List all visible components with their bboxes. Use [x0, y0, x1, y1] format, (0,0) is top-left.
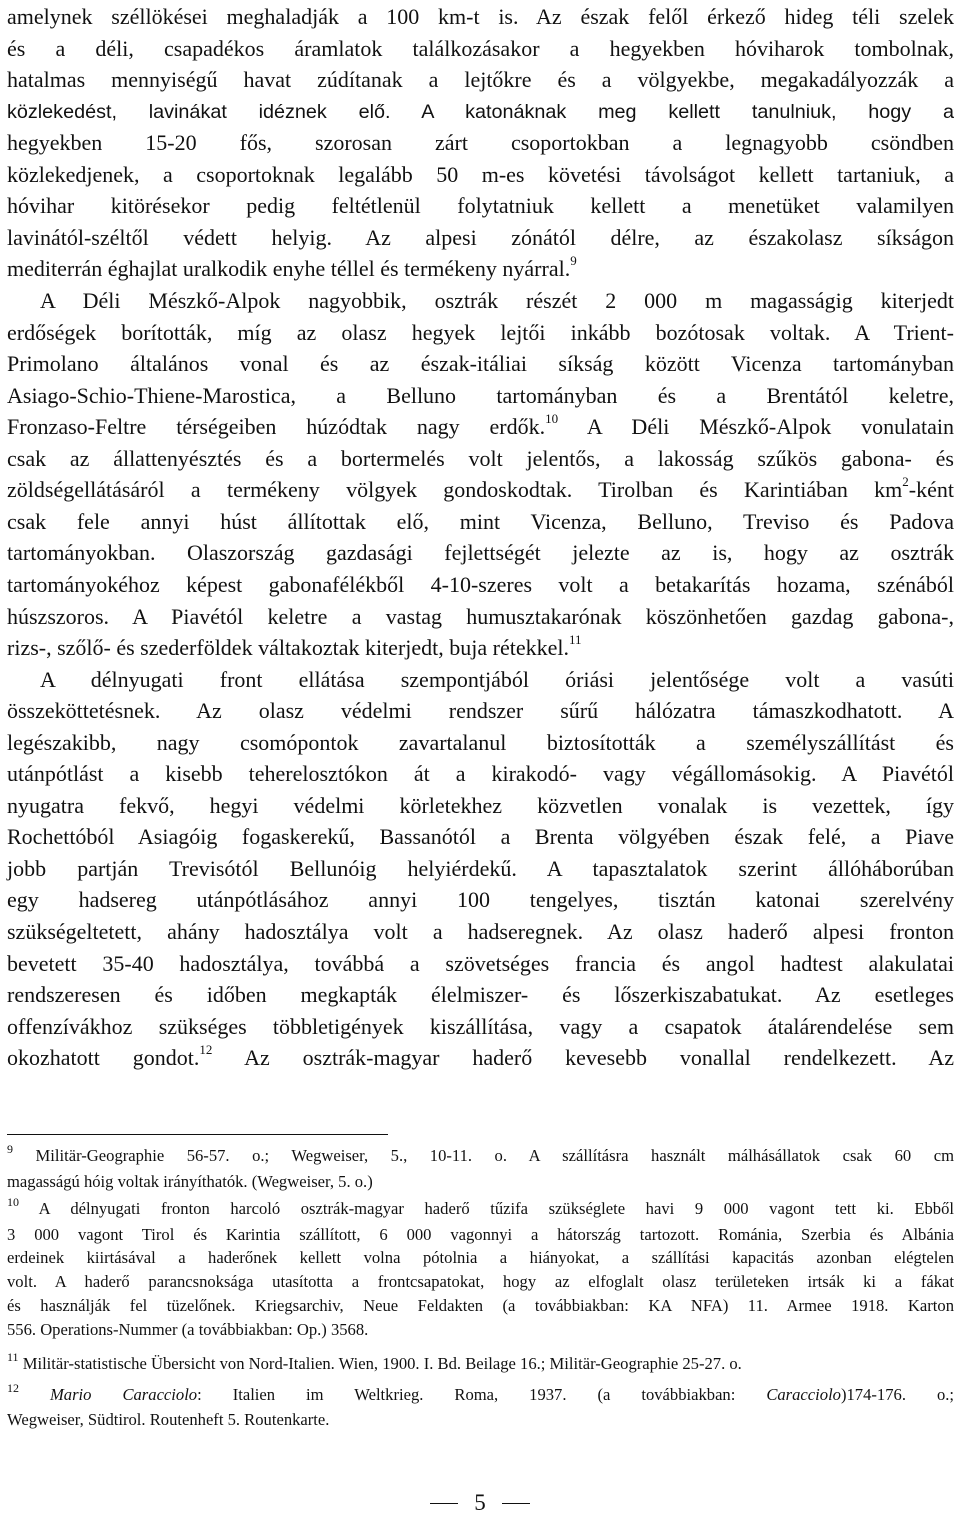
body-line-text: bevetett 35-40 hadosztálya, továbbá a szövetséges francia és angol hadtest alakulatai — [7, 950, 954, 976]
body-line-text: jobb partján Trevisótól Bellunóig helyiérdekű. A tapasztalatok szerint állóháborúban — [7, 855, 954, 881]
footnote-line — [7, 1271, 954, 1293]
body-line — [7, 884, 954, 916]
footnote-text: magasságú hóig voltak irányíthatók. (Wegweiser, 5. o.) — [7, 1172, 373, 1191]
body-line — [7, 506, 954, 538]
footnote-line — [7, 1319, 954, 1341]
footnote-line — [7, 1409, 954, 1431]
footnote-number: 11 — [7, 1350, 19, 1364]
footnote-number: 10 — [7, 1195, 19, 1209]
footnote-reference: 10 — [545, 411, 559, 427]
body-line — [7, 853, 954, 885]
footnote-number: 12 — [7, 1381, 19, 1395]
body-line-text: csak az állattenyésztés és a bortermelés volt jelentős, a lakosság szűkös gabona- és — [7, 445, 954, 471]
body-line — [7, 159, 954, 191]
body-line — [7, 474, 954, 506]
body-line — [7, 222, 954, 254]
footnote-author: Mario Caracciolo — [49, 1385, 198, 1404]
body-line — [7, 96, 954, 128]
body-line-text: hegyekben 15-20 fős, szorosan zárt csoportokban a legnagyobb csöndben — [7, 130, 954, 156]
body-line — [7, 64, 954, 96]
body-line-text: közlekedést, lavinákat idéznek elő. A katonáknak meg kellett tanulniuk, hogy a — [7, 100, 954, 123]
footnote-text — [19, 1385, 50, 1404]
body-line — [7, 695, 954, 727]
superscript: 2 — [902, 474, 909, 490]
body-line — [7, 285, 954, 317]
footnote-reference: 12 — [199, 1042, 213, 1058]
body-line — [7, 821, 954, 853]
footnote-line — [7, 1224, 954, 1246]
body-line — [7, 790, 954, 822]
footnote-text: 3 000 vagont Tirol és Karintia szállított, 6 000 vagonnyi a hátország tartozott. Románia, Szerbia és Albánia — [7, 1225, 954, 1244]
footnote-number: 9 — [7, 1142, 13, 1156]
footnote-line — [7, 1350, 954, 1375]
body-line-text: mediterrán éghajlat uralkodik enyhe téllel és termékeny nyárral. — [7, 256, 571, 282]
body-line-text: -ként — [908, 477, 954, 503]
footnote-line — [7, 1142, 954, 1167]
footnote-text: A délnyugati fronton harcoló osztrák-magyar haderő tűzifa szükséglete havi 9 000 vagont tett ki. Ebből — [19, 1199, 954, 1218]
body-line-text: tartományokban. Olaszország gazdasági fejlettségét jelezte az is, hogy az osztrák — [7, 540, 954, 566]
footnote-reference: 11 — [569, 632, 582, 647]
page-number — [0, 1489, 960, 1517]
body-line-text: hatalmas mennyiségű havat zúdítanak a lejtőkre és a völgyekbe, megakadályozzák a — [7, 67, 954, 93]
body-line-text: erdőségek borították, míg az olasz hegyek lejtői inkább bozótosak voltak. A Trient- — [7, 319, 954, 345]
body-line-text: tartományokéhoz képest gabonafélékből 4-10-szeres volt a betakarítás hozama, szénából — [7, 571, 954, 597]
body-line — [7, 1011, 954, 1043]
body-line — [7, 537, 954, 569]
body-line — [7, 411, 954, 443]
footnote-line — [7, 1171, 954, 1193]
footnote-text: )174-176. o.; — [840, 1385, 954, 1404]
body-line-text: Fronzaso-Feltre térségeiben húzódtak nagy erdők. — [7, 414, 546, 440]
body-line — [7, 348, 954, 380]
body-line — [7, 190, 954, 222]
body-line — [7, 758, 954, 790]
footnote-line — [7, 1247, 954, 1269]
body-line-text: legészakibb, nagy csomópontok zavartalanul biztosították a személyszállítást és — [7, 729, 954, 755]
body-line-text: közlekedjenek, a csoportoknak legalább 50 m-es követési távolságot kellett tartaniuk, a — [7, 161, 954, 187]
body-line — [7, 33, 954, 65]
body-line-text: amelynek széllökései meghaladják a 100 km-t is. Az észak felől érkező hideg téli szelek — [7, 4, 954, 29]
footnote-line — [7, 1295, 954, 1317]
body-line — [7, 948, 954, 980]
footnote-line — [7, 1381, 954, 1406]
body-line — [7, 979, 954, 1011]
body-line — [7, 916, 954, 948]
body-line-text: csak fele annyi húst állítottak elő, mint Vicenza, Belluno, Treviso és Padova — [7, 508, 954, 534]
body-line-text: hóvihar kitörésekor pedig feltétlenül folytatniuk kellett a menetüket valamilyen — [7, 193, 954, 219]
body-line-text: zöldségellátásáról a termékeny völgyek gondoskodtak. Tirolban és Karintiában km — [7, 477, 903, 503]
body-line — [7, 443, 954, 475]
body-line-text: A Déli Mészkő-Alpok vonulatain — [558, 414, 954, 440]
body-line-text: húszszoros. A Piavétól keletre a vastag humusztakarónak köszönhetően gazdag gabona-, — [7, 603, 954, 629]
body-line-text: utánpótlást a kisebb teherelosztókon át a kirakodó- vagy végállomásokig. A Piavétól — [7, 761, 954, 787]
footnote-line — [7, 1195, 954, 1220]
body-line — [7, 1042, 954, 1074]
body-line-text: A Déli Mészkő-Alpok nagyobbik, osztrák részét 2 000 m magasságig kiterjedt — [40, 287, 954, 313]
body-line — [7, 727, 954, 759]
body-line — [7, 317, 954, 349]
body-line — [7, 569, 954, 601]
body-line-text: szükségeltetett, ahány hadosztálya volt a hadseregnek. Az olasz haderő alpesi fronton — [7, 919, 954, 944]
footnote-text: : Italien im Weltkrieg. Roma, 1937. (a továbbiakban: — [197, 1385, 767, 1404]
footnote-reference: 9 — [570, 253, 577, 269]
footnote-text: Militär-Geographie 56-57. o.; Wegweiser, 5., 10-11. o. A szállításra használt málhásállatok csak 60 cm — [13, 1146, 954, 1165]
body-line-text: Rochettóból Asiagóig fogaskerekű, Bassanótól a Brenta völgyében észak felé, a Piave — [7, 824, 954, 850]
body-line-text: egy hadsereg utánpótlásához annyi 100 tengelyes, tisztán katonai szerelvény — [7, 887, 954, 913]
page-number-value: 5 — [474, 1490, 486, 1515]
body-line-text: lavinától-széltől védett helyig. Az alpesi zónától délre, az északolasz síkságon — [7, 224, 954, 250]
body-line-text: Asiago-Schio-Thiene-Marostica, a Belluno tartományban és a Brentától keletre, — [7, 382, 954, 408]
page-number-dash-left — [430, 1503, 458, 1504]
footnote-author: Caracciolo — [766, 1385, 841, 1404]
footnote-text: és használják fel tüzelőnek. Kriegsarchiv, Neue Feldakten (a továbbiakban: KA NFA) 11. Armee 1918. Karton — [7, 1296, 954, 1315]
body-line — [7, 253, 954, 285]
body-line-text: okozhatott gondot. — [7, 1045, 200, 1071]
footnote-text: 556. Operations-Nummer (a továbbiakban: Op.) 3568. — [7, 1320, 369, 1339]
body-line-text: rizs-, szőlő- és szederföldek váltakoztak kiterjedt, buja rétekkel. — [7, 635, 569, 660]
footnote-text: Wegweiser, Südtirol. Routenheft 5. Routenkarte. — [7, 1410, 330, 1429]
footnote-text: volt. A haderő parancsnoksága utasította a frontcsapatokat, hogy az elfoglalt olasz területeken irtsák ki a fákat — [7, 1272, 954, 1291]
body-line — [7, 601, 954, 633]
body-line-text: rendszeresen és időben megkapták élelmiszer- és lőszerkiszabatukat. Az esetleges — [7, 982, 954, 1008]
footnote-text: Militär-statistische Übersicht von Nord-Italien. Wien, 1900. I. Bd. Beilage 16.; Militär-Geographie 25-27. o. — [18, 1354, 742, 1373]
footnote-text: erdeinek kiirtásával a haderőnek kellett volna pótolnia a hiányokat, a szállítási kapacitás azonban elégtelen — [7, 1248, 954, 1267]
body-line-text: összeköttetésnek. Az olasz védelmi rendszer sűrű hálózatra támaszkodhatott. A — [7, 698, 954, 724]
body-line — [7, 664, 954, 696]
body-line-text: A délnyugati front ellátása szempontjából óriási jelentősége volt a vasúti — [40, 666, 954, 692]
footnote-separator — [7, 1134, 388, 1135]
body-line — [7, 632, 954, 664]
page-number-dash-right — [502, 1503, 530, 1504]
body-line — [7, 1, 954, 33]
body-line-text: nyugatra fekvő, hegyi védelmi körletekhez közvetlen vonalak is vezettek, így — [7, 792, 954, 818]
body-line — [7, 380, 954, 412]
body-line-text: offenzívákhoz szükséges többletigények kiszállítása, vagy a csapatok átalárendelése sem — [7, 1013, 954, 1039]
body-line-text: Primolano általános vonal és az észak-itáliai síkság között Vicenza tartományban — [7, 351, 954, 377]
body-line — [7, 127, 954, 159]
body-line-text: Az osztrák-magyar haderő kevesebb vonallal rendelkezett. Az — [212, 1045, 954, 1071]
body-line-text: és a déli, csapadékos áramlatok találkozásakor a hegyekben hóviharok tombolnak, — [7, 35, 954, 61]
